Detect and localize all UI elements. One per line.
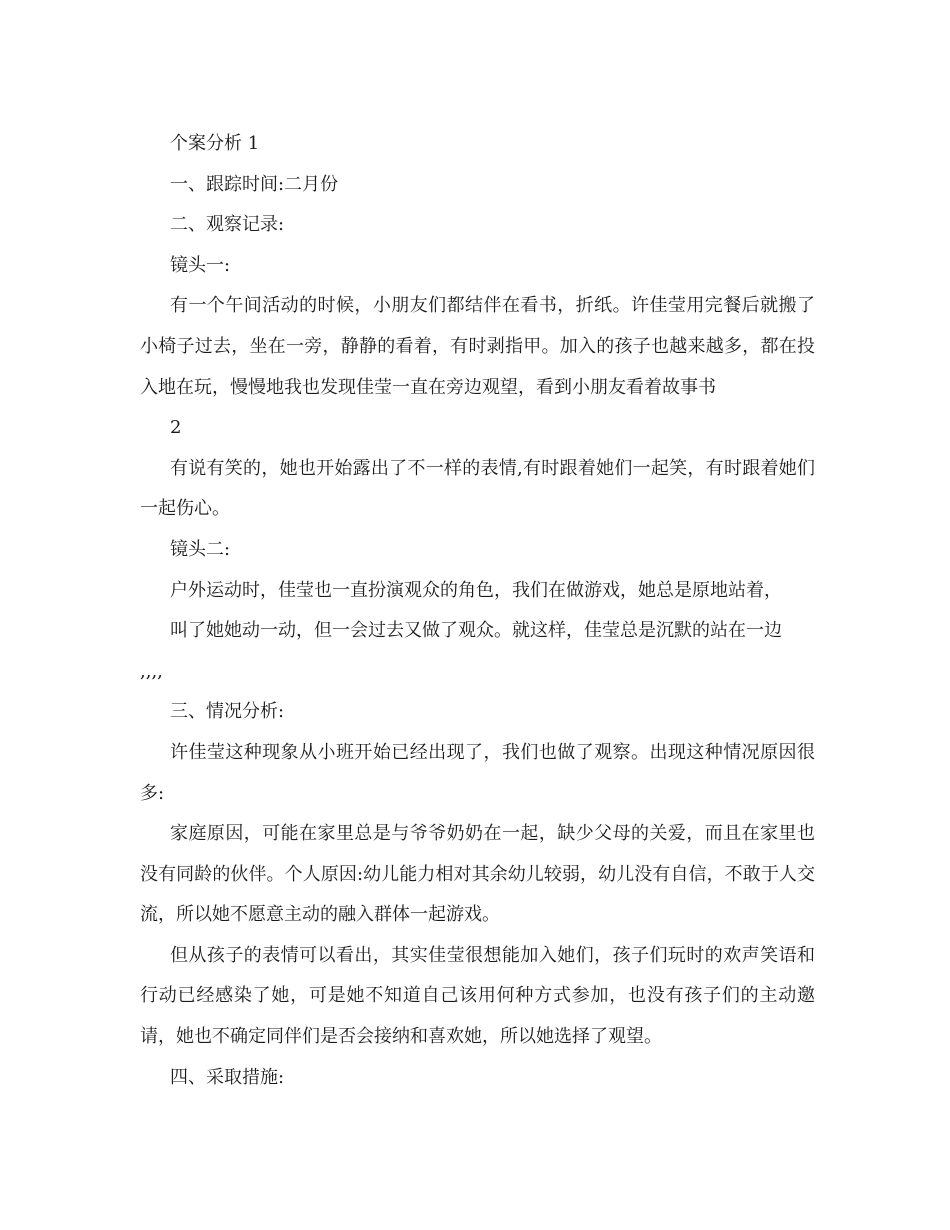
analysis-intro-paragraph: 许佳莹这种现象从小班开始已经出现了，我们也做了观察。出现这种情况原因很多: bbox=[140, 741, 815, 804]
observation-heading: 二、观察记录: bbox=[170, 214, 285, 236]
tracking-time-line: 一、跟踪时间:二月份 bbox=[170, 173, 339, 195]
analysis-expression-paragraph: 但从孩子的表情可以看出，其实佳莹很想能加入她们，孩子们玩时的欢声笑语和行动已经感染了她，可是她不知道自己该用何种方式参加，也没有孩子们的主动邀请，她也不确定同伴们是否会接纳和喜欢她，所以她选择了观望。 bbox=[140, 944, 815, 1048]
document-title: 个案分析 1 bbox=[170, 133, 260, 154]
scene-two-heading: 镜头二: bbox=[170, 538, 231, 560]
scene-one-paragraph: 有一个午间活动的时候，小朋友们都结伴在看书，折纸。许佳莹用完餐后就搬了小椅子过去，坐在一旁，静静的看着，有时剥指甲。加入的孩子也越来越多，都在投入地在玩，慢慢地我也发现佳莹一直在旁边观望，看到小朋友看着故事书 bbox=[140, 295, 815, 398]
analysis-heading: 三、情况分析: bbox=[170, 701, 285, 723]
scene-one-heading: 镜头一: bbox=[170, 254, 231, 276]
scene-two-line-2: 叫了她她动一动，但一会过去又做了观众。就这样，佳莹总是沉默的站在一边 bbox=[170, 620, 782, 642]
document-body bbox=[140, 124, 815, 1098]
measures-heading: 四、采取措施: bbox=[170, 1066, 285, 1088]
scene-two-line-1: 户外运动时，佳莹也一直扮演观众的角色，我们在做游戏，她总是原地站着， bbox=[170, 579, 782, 601]
page-number: 2 bbox=[170, 417, 182, 439]
analysis-family-paragraph: 家庭原因，可能在家里总是与爷爷奶奶在一起，缺少父母的关爱，而且在家里也没有同龄的伙伴。个人原因:幼儿能力相对其余幼儿较弱，幼儿没有自信，不敢于人交流，所以她不愿意主动的融入群体一起游戏。 bbox=[140, 823, 815, 926]
scene-one-continued-paragraph: 有说有笑的，她也开始露出了不一样的表情,有时跟着她们一起笑，有时跟着她们一起伤心。 bbox=[140, 457, 815, 520]
ellipsis-line: ,,,, bbox=[140, 660, 163, 682]
